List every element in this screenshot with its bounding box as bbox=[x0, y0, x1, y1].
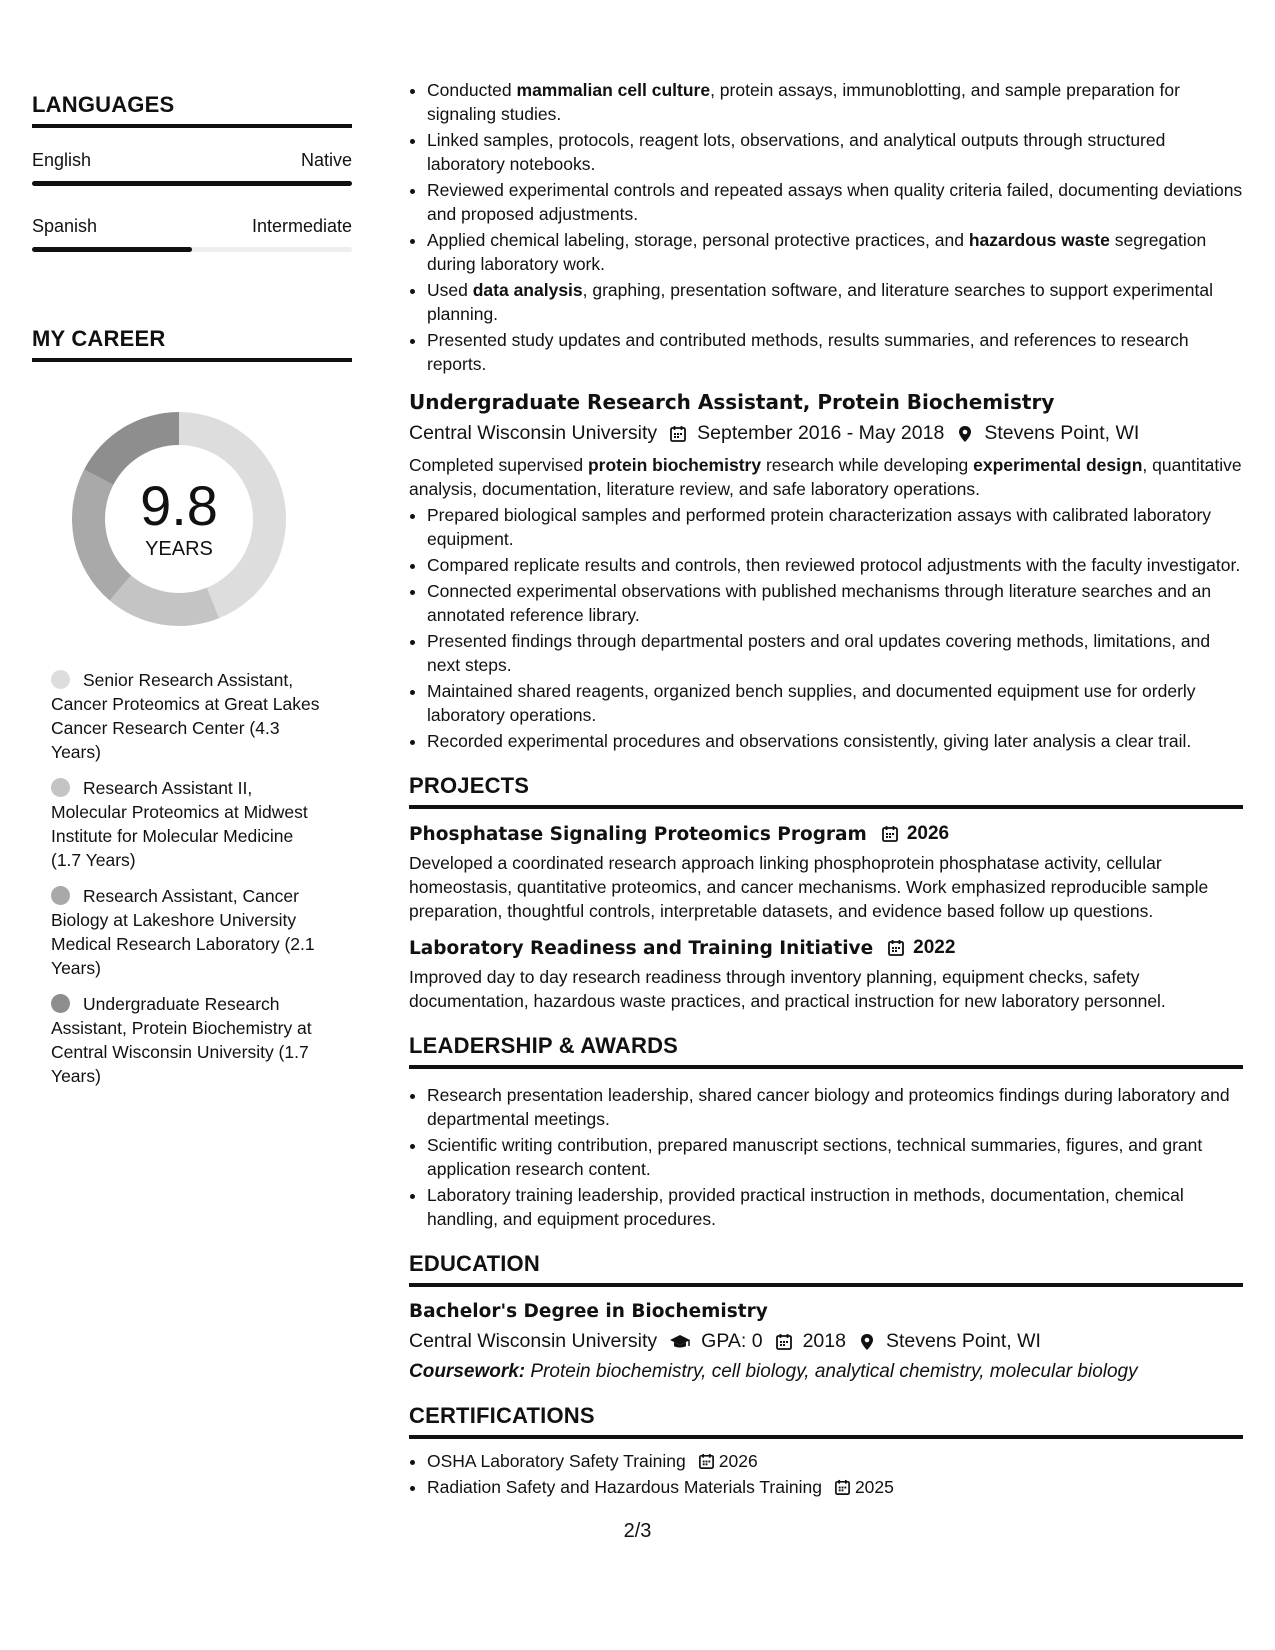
projects-section bbox=[409, 773, 1243, 1013]
bullet-item: • Connected experimental observations with published mechanisms through literature searches and an annotated reference library. bbox=[427, 579, 1243, 627]
coursework bbox=[409, 1361, 1243, 1383]
bullet-item: • Compared replicate results and controls, then reviewed protocol adjustments with the faculty investigator. bbox=[427, 553, 1243, 577]
language-proficiency-bar bbox=[32, 181, 352, 186]
job-meta bbox=[409, 422, 1243, 445]
job-bullets bbox=[409, 503, 1243, 753]
career-legend-item bbox=[51, 668, 321, 764]
calendar-icon bbox=[887, 939, 905, 957]
project-description: Developed a coordinated research approach linking phosphoprotein phosphatase activity, cellular homeostasis, quantitative proteomics, and cancer mechanisms. Work emphasized reproducible sample preparation, thoughtful controls, interpretable datasets, and evidence based follow up questions. bbox=[409, 853, 1209, 921]
career-legend-item bbox=[51, 776, 321, 872]
certification-list bbox=[409, 1449, 1243, 1499]
leadership-section bbox=[409, 1033, 1243, 1231]
bullet-item: • Research presentation leadership, shared cancer biology and proteomics findings during laboratory and departmental meetings. bbox=[427, 1083, 1243, 1131]
leadership-heading: LEADERSHIP & AWARDS bbox=[409, 1033, 679, 1058]
certification-year: 2026 bbox=[718, 1451, 758, 1471]
career-legend-label: Research Assistant, Cancer Biology at Lakeshore University Medical Research Laboratory (2.1 Years) bbox=[51, 886, 315, 978]
career-heading: MY CAREER bbox=[32, 326, 166, 351]
section-rule bbox=[32, 124, 352, 128]
language-proficiency-fill bbox=[32, 247, 192, 252]
project-title: Phosphatase Signaling Proteomics Program bbox=[409, 823, 867, 845]
career-legend-label: Senior Research Assistant, Cancer Proteomics at Great Lakes Cancer Research Center (4.3 Years) bbox=[51, 670, 320, 762]
project-year: 2022 bbox=[913, 937, 956, 958]
job-dates: September 2016 - May 2018 bbox=[697, 422, 945, 444]
school-location: Stevens Point, WI bbox=[885, 1330, 1041, 1352]
section-rule bbox=[409, 805, 1243, 809]
graduation-year: 2018 bbox=[802, 1330, 846, 1352]
certification-year: 2025 bbox=[854, 1477, 894, 1497]
legend-dot-icon bbox=[51, 670, 70, 689]
section-rule bbox=[409, 1065, 1243, 1069]
certifications-heading: CERTIFICATIONS bbox=[409, 1403, 595, 1428]
education-heading: EDUCATION bbox=[409, 1251, 540, 1276]
bullet-item: • Presented study updates and contributed methods, results summaries, and references to research reports. bbox=[427, 328, 1243, 376]
project-title-row bbox=[409, 937, 1243, 959]
calendar-icon bbox=[775, 1333, 793, 1351]
legend-dot-icon bbox=[51, 886, 70, 905]
career-legend-label: Research Assistant II, Molecular Proteomics at Midwest Institute for Molecular Medicine (1.7 Years) bbox=[51, 778, 308, 870]
calendar-icon bbox=[669, 425, 687, 443]
bullet-item: • Applied chemical labeling, storage, personal protective practices, and hazardous waste segregation during laboratory work. bbox=[427, 228, 1243, 276]
right-column bbox=[409, 78, 1243, 1501]
leadership-bullets bbox=[409, 1083, 1243, 1231]
language-name: English bbox=[32, 150, 92, 170]
career-legend-item bbox=[51, 992, 321, 1088]
career-legend-label: Undergraduate Research Assistant, Protein Biochemistry at Central Wisconsin University (1.7 Years) bbox=[51, 994, 312, 1086]
job-title: Undergraduate Research Assistant, Protein Biochemistry bbox=[409, 390, 1055, 414]
project-title-row bbox=[409, 823, 1243, 845]
bullet-item: • Maintained shared reagents, organized bench supplies, and documented equipment use for orderly laboratory operations. bbox=[427, 679, 1243, 727]
job-organization: Central Wisconsin University bbox=[409, 422, 658, 444]
project-description: Improved day to day research readiness through inventory planning, equipment checks, safety documentation, hazardous waste practices, and practical instruction for new laboratory personnel. bbox=[409, 967, 1166, 1011]
legend-dot-icon bbox=[51, 994, 70, 1013]
coursework-list: Protein biochemistry, cell biology, analytical chemistry, molecular biology bbox=[530, 1361, 1138, 1382]
calendar-icon bbox=[698, 1453, 715, 1470]
languages-heading: LANGUAGES bbox=[32, 92, 175, 117]
certification-item bbox=[427, 1475, 1243, 1499]
bullet-item: • Linked samples, protocols, reagent lots, observations, and analytical outputs through structured laboratory notebooks. bbox=[427, 128, 1243, 176]
legend-dot-icon bbox=[51, 778, 70, 797]
certifications-section bbox=[409, 1403, 1243, 1499]
career-donut-chart bbox=[66, 406, 292, 632]
donut-segment bbox=[110, 575, 220, 626]
language-item bbox=[32, 150, 352, 186]
language-proficiency-bar bbox=[32, 247, 352, 252]
certification-name: • OSHA Laboratory Safety Training bbox=[427, 1451, 686, 1471]
career-legend bbox=[32, 668, 352, 1088]
project-title: Laboratory Readiness and Training Initiative bbox=[409, 937, 874, 959]
job-summary: Completed supervised protein biochemistry research while developing experimental design, quantitative analysis, documentation, literature review, and safe laboratory operations. bbox=[409, 455, 1242, 499]
degree-title: Bachelor's Degree in Biochemistry bbox=[409, 1301, 768, 1322]
section-rule bbox=[409, 1435, 1243, 1439]
language-name: Spanish bbox=[32, 216, 98, 236]
certification-item bbox=[427, 1449, 1243, 1473]
page-number: 2/3 bbox=[623, 1520, 652, 1542]
language-level: Native bbox=[300, 150, 352, 170]
bullet-item: • Used data analysis, graphing, presentation software, and literature searches to support experimental planning. bbox=[427, 278, 1243, 326]
project-year: 2026 bbox=[906, 823, 950, 844]
section-rule bbox=[32, 358, 352, 362]
coursework-label: Coursework: bbox=[409, 1361, 526, 1382]
language-proficiency-fill bbox=[32, 181, 352, 186]
education-meta bbox=[409, 1330, 1243, 1353]
bullet-item: • Prepared biological samples and performed protein characterization assays with calibrated laboratory equipment. bbox=[427, 503, 1243, 551]
education-section bbox=[409, 1251, 1243, 1383]
bullet-item: • Presented findings through departmental posters and oral updates covering methods, limitations, and next steps. bbox=[427, 629, 1243, 677]
certification-name: • Radiation Safety and Hazardous Materials Training bbox=[427, 1477, 822, 1497]
bullet-item: • Conducted mammalian cell culture, protein assays, immunoblotting, and sample preparation for signaling studies. bbox=[427, 78, 1243, 126]
bullet-item: • Scientific writing contribution, prepared manuscript sections, technical summaries, figures, and grant application research content. bbox=[427, 1133, 1243, 1181]
language-level: Intermediate bbox=[251, 216, 352, 236]
bullet-item: • Recorded experimental procedures and observations consistently, giving later analysis a clear trail. bbox=[427, 729, 1243, 753]
projects-heading: PROJECTS bbox=[409, 773, 530, 798]
school-name: Central Wisconsin University bbox=[409, 1330, 658, 1352]
bullet-item: • Reviewed experimental controls and repeated assays when quality criteria failed, documenting deviations and proposed adjustments. bbox=[427, 178, 1243, 226]
bullet-item: • Laboratory training leadership, provided practical instruction in methods, documentation, chemical handling, and equipment procedures. bbox=[427, 1183, 1243, 1231]
previous-job-bullets bbox=[409, 78, 1243, 376]
career-total-unit: YEARS bbox=[145, 538, 213, 560]
calendar-icon bbox=[881, 825, 899, 843]
career-total-value: 9.8 bbox=[140, 474, 218, 537]
calendar-icon bbox=[834, 1479, 851, 1496]
career-legend-item bbox=[51, 884, 321, 980]
language-item bbox=[32, 216, 352, 252]
map-pin-icon bbox=[858, 1333, 876, 1351]
graduation-cap-icon bbox=[669, 1333, 691, 1351]
career-total bbox=[66, 474, 292, 561]
left-column bbox=[32, 92, 352, 1100]
map-pin-icon bbox=[956, 425, 974, 443]
job-location: Stevens Point, WI bbox=[984, 422, 1140, 444]
section-rule bbox=[409, 1283, 1243, 1287]
gpa: GPA: 0 bbox=[701, 1330, 763, 1352]
